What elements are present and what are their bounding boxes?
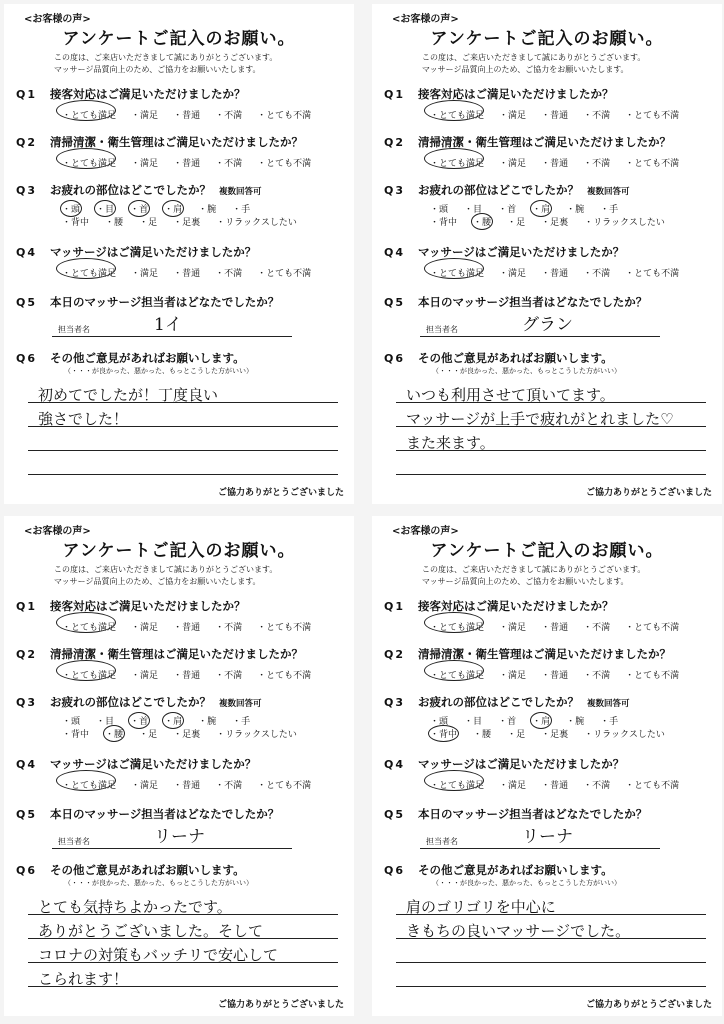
body-part: ・ 頭 [62, 714, 80, 727]
body-parts [430, 202, 714, 228]
option-3: ・ 不満 [215, 108, 242, 121]
question-q4 [16, 756, 346, 791]
question-text: 本日のマッサージ担当者はどなたでしたか？ [50, 807, 280, 821]
comment-text: また来ます。 [406, 434, 495, 452]
question-q3 [384, 182, 714, 228]
comment-line [396, 986, 706, 987]
question-q6 [384, 350, 714, 366]
question-row [384, 86, 714, 102]
option-2: ・ 普通 [541, 778, 568, 791]
comment-text: とても気持ちよかったです。 [38, 898, 232, 916]
question-note: 複数回答可 [587, 699, 630, 709]
intro [422, 52, 702, 76]
body-part: ・ 腰 [105, 727, 123, 740]
option-0: ・ とても満足 [62, 620, 116, 633]
body-part: ・ 背中 [430, 215, 457, 228]
body-part: ・ 目 [96, 202, 114, 215]
question-row [16, 86, 346, 102]
question-q4 [16, 244, 346, 279]
option-0: ・ とても満足 [430, 108, 484, 121]
staff-name: 1イ [154, 315, 182, 335]
option-1: ・ 満足 [131, 156, 158, 169]
question-row [16, 350, 346, 366]
option-0: ・ とても満足 [430, 266, 484, 279]
option-4: ・ とても不満 [257, 778, 311, 791]
option-2: ・ 普通 [173, 266, 200, 279]
comment-line [28, 474, 338, 475]
voice-tag: <お客様の声> [392, 14, 459, 25]
comment-text: こられます！ [38, 970, 129, 988]
question-row [384, 598, 714, 614]
body-part: ・ 手 [232, 714, 250, 727]
question-text: 清掃清潔・衛生管理はご満足いただけましたか？ [50, 647, 303, 661]
satisfaction-options [430, 108, 714, 121]
question-text: 本日のマッサージ担当者はどなたでしたか？ [418, 807, 648, 821]
option-0: ・ とても満足 [62, 266, 116, 279]
question-number: Q5 [384, 296, 406, 309]
intro-line-2: マッサージ品質向上のため、ご協力をお願いいたします。 [54, 577, 261, 586]
option-1: ・ 満足 [499, 266, 526, 279]
option-4: ・ とても不満 [257, 156, 311, 169]
option-1: ・ 満足 [499, 778, 526, 791]
question-number: Q2 [16, 648, 38, 661]
question-text: その他ご意見があればお願いします。 [418, 351, 613, 365]
body-part: ・ 首 [498, 202, 516, 215]
parts-line [430, 727, 714, 740]
question-number: Q4 [16, 246, 38, 259]
question-q2 [16, 646, 346, 681]
comment-line [396, 962, 706, 963]
question-q3 [16, 694, 346, 740]
question-number: Q5 [384, 808, 406, 821]
body-part: ・ 肩 [532, 714, 550, 727]
option-3: ・ 不満 [583, 108, 610, 121]
body-part: ・ リラックスしたい [584, 727, 665, 740]
question-number: Q6 [16, 864, 38, 877]
question-number: Q3 [16, 696, 38, 709]
survey-title: アンケートご記入のお願い。 [430, 29, 664, 49]
staff-name: グラン [522, 315, 573, 335]
intro-line-1: この度は、ご来店いただきまして誠にありがとうございます。 [422, 53, 646, 62]
question-q5 [384, 806, 714, 822]
comment-line [28, 450, 338, 451]
question-subtext: （・・・が良かった、悪かった、もっとこうした方がいい） [64, 367, 253, 375]
question-q2 [384, 134, 714, 169]
satisfaction-options [62, 156, 346, 169]
question-q6 [384, 862, 714, 878]
question-q1 [16, 86, 346, 121]
question-q1 [16, 598, 346, 633]
comment-text: 強さでした！ [38, 410, 129, 428]
question-row [16, 244, 346, 260]
satisfaction-options [62, 266, 346, 279]
question-q3 [384, 694, 714, 740]
body-part: ・ 頭 [430, 714, 448, 727]
thanks-note: ご協力ありがとうございました [585, 488, 712, 498]
intro-line-1: この度は、ご来店いただきまして誠にありがとうございます。 [422, 565, 646, 574]
option-1: ・ 満足 [131, 266, 158, 279]
question-subtext: （・・・が良かった、悪かった、もっとこうした方がいい） [432, 879, 621, 887]
body-part: ・ 足裏 [173, 727, 200, 740]
question-row [384, 646, 714, 662]
question-row [384, 350, 714, 366]
satisfaction-options [430, 778, 714, 791]
body-part: ・ 首 [498, 714, 516, 727]
staff-label: 担当者名 [58, 837, 90, 846]
question-number: Q1 [16, 600, 38, 613]
intro-line-2: マッサージ品質向上のため、ご協力をお願いいたします。 [54, 65, 261, 74]
body-part: ・ 肩 [164, 714, 182, 727]
body-part: ・ 腰 [473, 215, 491, 228]
staff-line [52, 848, 292, 849]
question-number: Q2 [16, 136, 38, 149]
option-0: ・ とても満足 [430, 620, 484, 633]
question-text: お疲れの部位はどこでしたか？ [418, 695, 579, 709]
option-1: ・ 満足 [131, 778, 158, 791]
body-part: ・ 手 [600, 714, 618, 727]
question-q2 [16, 134, 346, 169]
body-part: ・ 手 [600, 202, 618, 215]
option-3: ・ 不満 [215, 156, 242, 169]
question-number: Q2 [384, 136, 406, 149]
body-part: ・ 足 [507, 727, 525, 740]
survey-sheet [372, 516, 722, 1016]
option-2: ・ 普通 [541, 668, 568, 681]
body-part: ・ 首 [130, 714, 148, 727]
option-4: ・ とても不満 [257, 620, 311, 633]
question-text: 清掃清潔・衛生管理はご満足いただけましたか？ [418, 647, 671, 661]
question-number: Q5 [16, 808, 38, 821]
comment-text: コロナの対策もバッチリで安心して [38, 946, 279, 964]
question-q5 [16, 294, 346, 310]
body-part: ・ 腕 [566, 202, 584, 215]
question-text: マッサージはご満足いただけましたか？ [50, 757, 257, 771]
satisfaction-options [62, 668, 346, 681]
satisfaction-options [62, 620, 346, 633]
intro-line-1: この度は、ご来店いただきまして誠にありがとうございます。 [54, 53, 278, 62]
question-q4 [384, 244, 714, 279]
question-row [16, 598, 346, 614]
body-part: ・ リラックスしたい [216, 727, 297, 740]
option-3: ・ 不満 [215, 668, 242, 681]
satisfaction-options [430, 156, 714, 169]
body-part: ・ 足 [507, 215, 525, 228]
intro-line-1: この度は、ご来店いただきまして誠にありがとうございます。 [54, 565, 278, 574]
survey-sheet [4, 4, 354, 504]
body-part: ・ 首 [130, 202, 148, 215]
question-q5 [384, 294, 714, 310]
option-4: ・ とても不満 [625, 266, 679, 279]
question-text: 接客対応はご満足いただけましたか？ [50, 599, 246, 613]
question-text: お疲れの部位はどこでしたか？ [418, 183, 579, 197]
body-parts [62, 714, 346, 740]
option-2: ・ 普通 [541, 266, 568, 279]
question-q1 [384, 598, 714, 633]
question-row [16, 294, 346, 310]
question-number: Q1 [384, 88, 406, 101]
option-0: ・ とても満足 [62, 778, 116, 791]
question-note: 複数回答可 [219, 187, 262, 197]
question-row [16, 134, 346, 150]
thanks-note: ご協力ありがとうございました [585, 1000, 712, 1010]
question-number: Q3 [16, 184, 38, 197]
option-4: ・ とても不満 [625, 778, 679, 791]
option-2: ・ 普通 [173, 156, 200, 169]
question-row [16, 862, 346, 878]
body-part: ・ 足裏 [541, 727, 568, 740]
body-part: ・ 肩 [532, 202, 550, 215]
body-part: ・ リラックスしたい [216, 215, 297, 228]
body-part: ・ 背中 [62, 727, 89, 740]
option-2: ・ 普通 [173, 668, 200, 681]
question-row [384, 182, 714, 198]
survey-sheet [4, 516, 354, 1016]
question-text: 接客対応はご満足いただけましたか？ [418, 87, 614, 101]
satisfaction-options [430, 266, 714, 279]
question-text: お疲れの部位はどこでしたか？ [50, 183, 211, 197]
question-row [384, 694, 714, 710]
option-4: ・ とても不満 [625, 108, 679, 121]
satisfaction-options [430, 668, 714, 681]
thanks-note: ご協力ありがとうございました [217, 488, 344, 498]
question-subtext: （・・・が良かった、悪かった、もっとこうした方がいい） [64, 879, 253, 887]
question-text: マッサージはご満足いただけましたか？ [50, 245, 257, 259]
body-part: ・ 足裏 [541, 215, 568, 228]
parts-line [62, 202, 346, 215]
staff-name: リーナ [154, 827, 205, 847]
voice-tag: <お客様の声> [24, 526, 91, 537]
question-row [384, 134, 714, 150]
comment-text: きもちの良いマッサージでした。 [406, 922, 631, 940]
question-number: Q5 [16, 296, 38, 309]
option-0: ・ とても満足 [430, 668, 484, 681]
question-number: Q1 [384, 600, 406, 613]
option-0: ・ とても満足 [430, 778, 484, 791]
body-part: ・ 腕 [198, 714, 216, 727]
comment-text: いつも利用させて頂いてます。 [406, 386, 615, 404]
body-part: ・ 足 [139, 727, 157, 740]
question-text: その他ご意見があればお願いします。 [50, 863, 245, 877]
question-subtext: （・・・が良かった、悪かった、もっとこうした方がいい） [432, 367, 621, 375]
question-text: 接客対応はご満足いただけましたか？ [50, 87, 246, 101]
option-0: ・ とても満足 [62, 156, 116, 169]
question-q5 [16, 806, 346, 822]
parts-line [430, 215, 714, 228]
question-row [384, 862, 714, 878]
body-part: ・ 目 [96, 714, 114, 727]
option-0: ・ とても満足 [62, 108, 116, 121]
comment-line [396, 474, 706, 475]
option-4: ・ とても不満 [257, 668, 311, 681]
option-2: ・ 普通 [541, 620, 568, 633]
intro [54, 52, 334, 76]
question-number: Q1 [16, 88, 38, 101]
option-1: ・ 満足 [499, 668, 526, 681]
body-part: ・ 目 [464, 714, 482, 727]
staff-line [420, 336, 660, 337]
option-3: ・ 不満 [583, 620, 610, 633]
thanks-note: ご協力ありがとうございました [217, 1000, 344, 1010]
satisfaction-options [62, 108, 346, 121]
option-2: ・ 普通 [173, 620, 200, 633]
body-part: ・ 足 [139, 215, 157, 228]
option-2: ・ 普通 [541, 156, 568, 169]
comment-text: 初めてでしたが！丁度良い [38, 386, 219, 404]
question-row [16, 756, 346, 772]
body-part: ・ 頭 [430, 202, 448, 215]
option-1: ・ 満足 [131, 668, 158, 681]
option-3: ・ 不満 [583, 778, 610, 791]
body-part: ・ 頭 [62, 202, 80, 215]
question-note: 複数回答可 [219, 699, 262, 709]
option-3: ・ 不満 [583, 668, 610, 681]
question-number: Q6 [16, 352, 38, 365]
option-4: ・ とても不満 [257, 108, 311, 121]
body-part: ・ 肩 [164, 202, 182, 215]
question-number: Q6 [384, 864, 406, 877]
survey-title: アンケートご記入のお願い。 [430, 541, 664, 561]
intro-line-2: マッサージ品質向上のため、ご協力をお願いいたします。 [422, 65, 629, 74]
question-number: Q4 [384, 246, 406, 259]
question-number: Q3 [384, 696, 406, 709]
question-q1 [384, 86, 714, 121]
question-text: 清掃清潔・衛生管理はご満足いただけましたか？ [418, 135, 671, 149]
body-part: ・ 手 [232, 202, 250, 215]
comment-text: マッサージが上手で疲れがとれました♡ [406, 410, 674, 428]
intro-line-2: マッサージ品質向上のため、ご協力をお願いいたします。 [422, 577, 629, 586]
option-1: ・ 満足 [131, 620, 158, 633]
question-q2 [384, 646, 714, 681]
question-note: 複数回答可 [587, 187, 630, 197]
question-q3 [16, 182, 346, 228]
body-part: ・ リラックスしたい [584, 215, 665, 228]
option-3: ・ 不満 [583, 266, 610, 279]
question-q6 [16, 862, 346, 878]
question-number: Q2 [384, 648, 406, 661]
question-number: Q3 [384, 184, 406, 197]
body-part: ・ 腕 [198, 202, 216, 215]
question-text: マッサージはご満足いただけましたか？ [418, 245, 625, 259]
staff-label: 担当者名 [426, 837, 458, 846]
option-3: ・ 不満 [215, 266, 242, 279]
option-4: ・ とても不満 [625, 668, 679, 681]
question-number: Q6 [384, 352, 406, 365]
body-part: ・ 腰 [473, 727, 491, 740]
satisfaction-options [62, 778, 346, 791]
option-2: ・ 普通 [173, 778, 200, 791]
staff-line [420, 848, 660, 849]
option-0: ・ とても満足 [430, 156, 484, 169]
question-text: 清掃清潔・衛生管理はご満足いただけましたか？ [50, 135, 303, 149]
parts-line [430, 202, 714, 215]
staff-label: 担当者名 [426, 325, 458, 334]
body-part: ・ 背中 [430, 727, 457, 740]
parts-line [62, 714, 346, 727]
option-2: ・ 普通 [173, 108, 200, 121]
question-text: その他ご意見があればお願いします。 [418, 863, 613, 877]
staff-label: 担当者名 [58, 325, 90, 334]
question-row [16, 806, 346, 822]
option-1: ・ 満足 [499, 108, 526, 121]
option-4: ・ とても不満 [257, 266, 311, 279]
question-row [384, 294, 714, 310]
option-4: ・ とても不満 [625, 156, 679, 169]
question-row [384, 756, 714, 772]
question-text: 本日のマッサージ担当者はどなたでしたか？ [418, 295, 648, 309]
question-text: お疲れの部位はどこでしたか？ [50, 695, 211, 709]
option-0: ・ とても満足 [62, 668, 116, 681]
comment-text: ありがとうございました。そして [38, 922, 264, 940]
question-text: 接客対応はご満足いただけましたか？ [418, 599, 614, 613]
survey-title: アンケートご記入のお願い。 [62, 541, 296, 561]
question-row [16, 182, 346, 198]
survey-sheet [372, 4, 722, 504]
parts-line [62, 215, 346, 228]
parts-line [430, 714, 714, 727]
option-1: ・ 満足 [131, 108, 158, 121]
body-parts [62, 202, 346, 228]
question-number: Q4 [384, 758, 406, 771]
question-q4 [384, 756, 714, 791]
option-1: ・ 満足 [499, 620, 526, 633]
voice-tag: <お客様の声> [24, 14, 91, 25]
body-parts [430, 714, 714, 740]
comment-text: 肩のゴリゴリを中心に [406, 898, 556, 916]
option-3: ・ 不満 [583, 156, 610, 169]
body-part: ・ 目 [464, 202, 482, 215]
body-part: ・ 腕 [566, 714, 584, 727]
option-2: ・ 普通 [541, 108, 568, 121]
body-part: ・ 背中 [62, 215, 89, 228]
question-row [16, 646, 346, 662]
option-4: ・ とても不満 [625, 620, 679, 633]
body-part: ・ 足裏 [173, 215, 200, 228]
option-3: ・ 不満 [215, 778, 242, 791]
voice-tag: <お客様の声> [392, 526, 459, 537]
intro [422, 564, 702, 588]
body-part: ・ 腰 [105, 215, 123, 228]
parts-line [62, 727, 346, 740]
question-number: Q4 [16, 758, 38, 771]
question-text: マッサージはご満足いただけましたか？ [418, 757, 625, 771]
intro [54, 564, 334, 588]
option-3: ・ 不満 [215, 620, 242, 633]
staff-name: リーナ [522, 827, 573, 847]
question-text: 本日のマッサージ担当者はどなたでしたか？ [50, 295, 280, 309]
survey-title: アンケートご記入のお願い。 [62, 29, 296, 49]
option-1: ・ 満足 [499, 156, 526, 169]
staff-line [52, 336, 292, 337]
question-row [384, 244, 714, 260]
question-row [16, 694, 346, 710]
question-text: その他ご意見があればお願いします。 [50, 351, 245, 365]
question-q6 [16, 350, 346, 366]
question-row [384, 806, 714, 822]
satisfaction-options [430, 620, 714, 633]
